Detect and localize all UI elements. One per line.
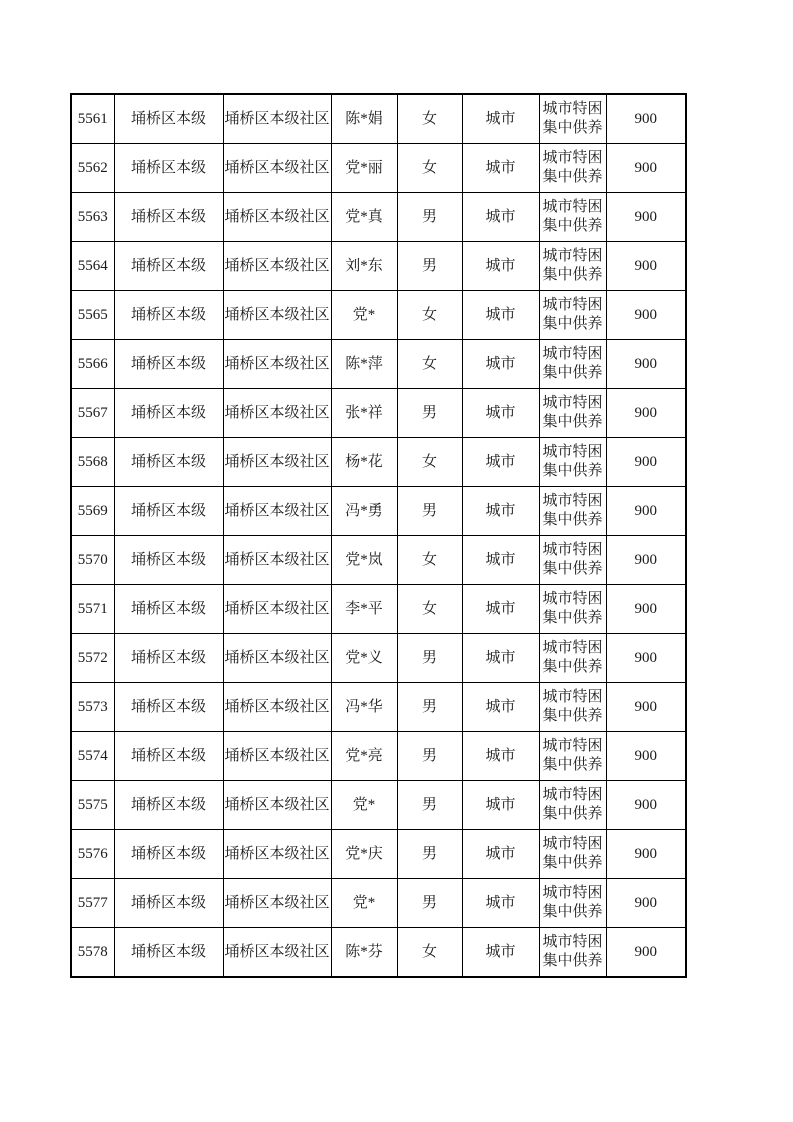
cell-district: 埇桥区本级 xyxy=(114,879,223,928)
cell-sequence-number: 5570 xyxy=(71,536,114,585)
cell-region-type: 城市 xyxy=(462,340,539,389)
cell-community: 埇桥区本级社区 xyxy=(223,830,331,879)
cell-region-type: 城市 xyxy=(462,144,539,193)
cell-amount: 900 xyxy=(606,830,686,879)
cell-amount: 900 xyxy=(606,732,686,781)
cell-person-name: 刘*东 xyxy=(331,242,397,291)
cell-gender: 男 xyxy=(397,879,462,928)
table-row xyxy=(71,830,686,879)
cell-region-type: 城市 xyxy=(462,781,539,830)
cell-sequence-number: 5563 xyxy=(71,193,114,242)
cell-support-type: 城市特困集中供养 xyxy=(539,242,606,291)
cell-gender: 女 xyxy=(397,536,462,585)
cell-district: 埇桥区本级 xyxy=(114,634,223,683)
cell-sequence-number: 5566 xyxy=(71,340,114,389)
cell-gender: 男 xyxy=(397,732,462,781)
cell-community: 埇桥区本级社区 xyxy=(223,94,331,144)
cell-sequence-number: 5564 xyxy=(71,242,114,291)
cell-gender: 男 xyxy=(397,389,462,438)
cell-person-name: 陈*芬 xyxy=(331,928,397,978)
cell-community: 埇桥区本级社区 xyxy=(223,144,331,193)
table-row xyxy=(71,683,686,732)
cell-community: 埇桥区本级社区 xyxy=(223,340,331,389)
cell-community: 埇桥区本级社区 xyxy=(223,536,331,585)
cell-community: 埇桥区本级社区 xyxy=(223,781,331,830)
cell-support-type: 城市特困集中供养 xyxy=(539,732,606,781)
cell-sequence-number: 5575 xyxy=(71,781,114,830)
cell-community: 埇桥区本级社区 xyxy=(223,683,331,732)
cell-gender: 男 xyxy=(397,781,462,830)
table-row xyxy=(71,634,686,683)
cell-district: 埇桥区本级 xyxy=(114,732,223,781)
cell-sequence-number: 5573 xyxy=(71,683,114,732)
cell-region-type: 城市 xyxy=(462,928,539,978)
cell-region-type: 城市 xyxy=(462,389,539,438)
cell-amount: 900 xyxy=(606,487,686,536)
cell-amount: 900 xyxy=(606,340,686,389)
cell-gender: 男 xyxy=(397,487,462,536)
cell-support-type: 城市特困集中供养 xyxy=(539,585,606,634)
cell-region-type: 城市 xyxy=(462,830,539,879)
cell-community: 埇桥区本级社区 xyxy=(223,585,331,634)
cell-support-type: 城市特困集中供养 xyxy=(539,340,606,389)
cell-region-type: 城市 xyxy=(462,94,539,144)
cell-district: 埇桥区本级 xyxy=(114,340,223,389)
cell-sequence-number: 5568 xyxy=(71,438,114,487)
cell-support-type: 城市特困集中供养 xyxy=(539,389,606,438)
cell-community: 埇桥区本级社区 xyxy=(223,291,331,340)
cell-region-type: 城市 xyxy=(462,242,539,291)
cell-amount: 900 xyxy=(606,879,686,928)
cell-sequence-number: 5577 xyxy=(71,879,114,928)
cell-support-type: 城市特困集中供养 xyxy=(539,94,606,144)
cell-amount: 900 xyxy=(606,683,686,732)
cell-amount: 900 xyxy=(606,242,686,291)
cell-region-type: 城市 xyxy=(462,536,539,585)
cell-gender: 男 xyxy=(397,634,462,683)
cell-sequence-number: 5571 xyxy=(71,585,114,634)
cell-person-name: 党*亮 xyxy=(331,732,397,781)
cell-support-type: 城市特困集中供养 xyxy=(539,928,606,978)
cell-district: 埇桥区本级 xyxy=(114,389,223,438)
table-row xyxy=(71,144,686,193)
cell-amount: 900 xyxy=(606,193,686,242)
table-row xyxy=(71,879,686,928)
cell-person-name: 党* xyxy=(331,781,397,830)
cell-amount: 900 xyxy=(606,438,686,487)
cell-support-type: 城市特困集中供养 xyxy=(539,830,606,879)
cell-person-name: 党* xyxy=(331,879,397,928)
cell-community: 埇桥区本级社区 xyxy=(223,879,331,928)
cell-region-type: 城市 xyxy=(462,634,539,683)
cell-sequence-number: 5576 xyxy=(71,830,114,879)
cell-person-name: 冯*勇 xyxy=(331,487,397,536)
cell-amount: 900 xyxy=(606,94,686,144)
table-row xyxy=(71,928,686,978)
cell-region-type: 城市 xyxy=(462,732,539,781)
cell-region-type: 城市 xyxy=(462,291,539,340)
cell-support-type: 城市特困集中供养 xyxy=(539,487,606,536)
cell-person-name: 党*庆 xyxy=(331,830,397,879)
cell-amount: 900 xyxy=(606,634,686,683)
table-row xyxy=(71,242,686,291)
cell-gender: 男 xyxy=(397,193,462,242)
cell-community: 埇桥区本级社区 xyxy=(223,928,331,978)
cell-support-type: 城市特困集中供养 xyxy=(539,879,606,928)
cell-sequence-number: 5561 xyxy=(71,94,114,144)
cell-person-name: 李*平 xyxy=(331,585,397,634)
cell-district: 埇桥区本级 xyxy=(114,487,223,536)
cell-sequence-number: 5562 xyxy=(71,144,114,193)
cell-gender: 女 xyxy=(397,94,462,144)
cell-district: 埇桥区本级 xyxy=(114,193,223,242)
cell-region-type: 城市 xyxy=(462,193,539,242)
welfare-records-table xyxy=(70,93,687,978)
cell-support-type: 城市特困集中供养 xyxy=(539,536,606,585)
cell-support-type: 城市特困集中供养 xyxy=(539,634,606,683)
cell-person-name: 陈*萍 xyxy=(331,340,397,389)
cell-support-type: 城市特困集中供养 xyxy=(539,781,606,830)
cell-district: 埇桥区本级 xyxy=(114,585,223,634)
cell-region-type: 城市 xyxy=(462,585,539,634)
cell-district: 埇桥区本级 xyxy=(114,536,223,585)
cell-district: 埇桥区本级 xyxy=(114,438,223,487)
table-row xyxy=(71,438,686,487)
cell-person-name: 冯*华 xyxy=(331,683,397,732)
cell-person-name: 党*义 xyxy=(331,634,397,683)
cell-district: 埇桥区本级 xyxy=(114,830,223,879)
cell-person-name: 党*岚 xyxy=(331,536,397,585)
table-body xyxy=(71,94,686,977)
cell-gender: 女 xyxy=(397,928,462,978)
cell-sequence-number: 5574 xyxy=(71,732,114,781)
cell-district: 埇桥区本级 xyxy=(114,144,223,193)
cell-support-type: 城市特困集中供养 xyxy=(539,144,606,193)
cell-sequence-number: 5567 xyxy=(71,389,114,438)
cell-gender: 女 xyxy=(397,291,462,340)
cell-sequence-number: 5572 xyxy=(71,634,114,683)
cell-community: 埇桥区本级社区 xyxy=(223,389,331,438)
cell-person-name: 党*真 xyxy=(331,193,397,242)
cell-community: 埇桥区本级社区 xyxy=(223,732,331,781)
cell-gender: 男 xyxy=(397,683,462,732)
cell-district: 埇桥区本级 xyxy=(114,291,223,340)
cell-community: 埇桥区本级社区 xyxy=(223,242,331,291)
cell-region-type: 城市 xyxy=(462,683,539,732)
table-row xyxy=(71,781,686,830)
cell-person-name: 张*祥 xyxy=(331,389,397,438)
cell-sequence-number: 5569 xyxy=(71,487,114,536)
cell-gender: 男 xyxy=(397,830,462,879)
cell-amount: 900 xyxy=(606,781,686,830)
table-row xyxy=(71,732,686,781)
cell-district: 埇桥区本级 xyxy=(114,781,223,830)
cell-gender: 女 xyxy=(397,144,462,193)
cell-gender: 女 xyxy=(397,340,462,389)
cell-district: 埇桥区本级 xyxy=(114,94,223,144)
cell-community: 埇桥区本级社区 xyxy=(223,193,331,242)
cell-gender: 女 xyxy=(397,438,462,487)
table-row xyxy=(71,389,686,438)
cell-sequence-number: 5578 xyxy=(71,928,114,978)
cell-support-type: 城市特困集中供养 xyxy=(539,291,606,340)
table-row xyxy=(71,291,686,340)
cell-support-type: 城市特困集中供养 xyxy=(539,193,606,242)
cell-person-name: 党*丽 xyxy=(331,144,397,193)
cell-amount: 900 xyxy=(606,144,686,193)
table-row xyxy=(71,585,686,634)
cell-amount: 900 xyxy=(606,585,686,634)
cell-amount: 900 xyxy=(606,389,686,438)
cell-person-name: 陈*娟 xyxy=(331,94,397,144)
cell-amount: 900 xyxy=(606,928,686,978)
cell-region-type: 城市 xyxy=(462,879,539,928)
cell-region-type: 城市 xyxy=(462,487,539,536)
cell-community: 埇桥区本级社区 xyxy=(223,487,331,536)
table-row xyxy=(71,340,686,389)
cell-community: 埇桥区本级社区 xyxy=(223,634,331,683)
cell-amount: 900 xyxy=(606,536,686,585)
cell-region-type: 城市 xyxy=(462,438,539,487)
cell-district: 埇桥区本级 xyxy=(114,928,223,978)
cell-support-type: 城市特困集中供养 xyxy=(539,438,606,487)
cell-gender: 男 xyxy=(397,242,462,291)
cell-district: 埇桥区本级 xyxy=(114,242,223,291)
cell-person-name: 党* xyxy=(331,291,397,340)
cell-community: 埇桥区本级社区 xyxy=(223,438,331,487)
cell-support-type: 城市特困集中供养 xyxy=(539,683,606,732)
table-row xyxy=(71,487,686,536)
cell-district: 埇桥区本级 xyxy=(114,683,223,732)
cell-amount: 900 xyxy=(606,291,686,340)
cell-sequence-number: 5565 xyxy=(71,291,114,340)
cell-gender: 女 xyxy=(397,585,462,634)
table-row xyxy=(71,94,686,144)
cell-person-name: 杨*花 xyxy=(331,438,397,487)
table-row xyxy=(71,536,686,585)
table-row xyxy=(71,193,686,242)
